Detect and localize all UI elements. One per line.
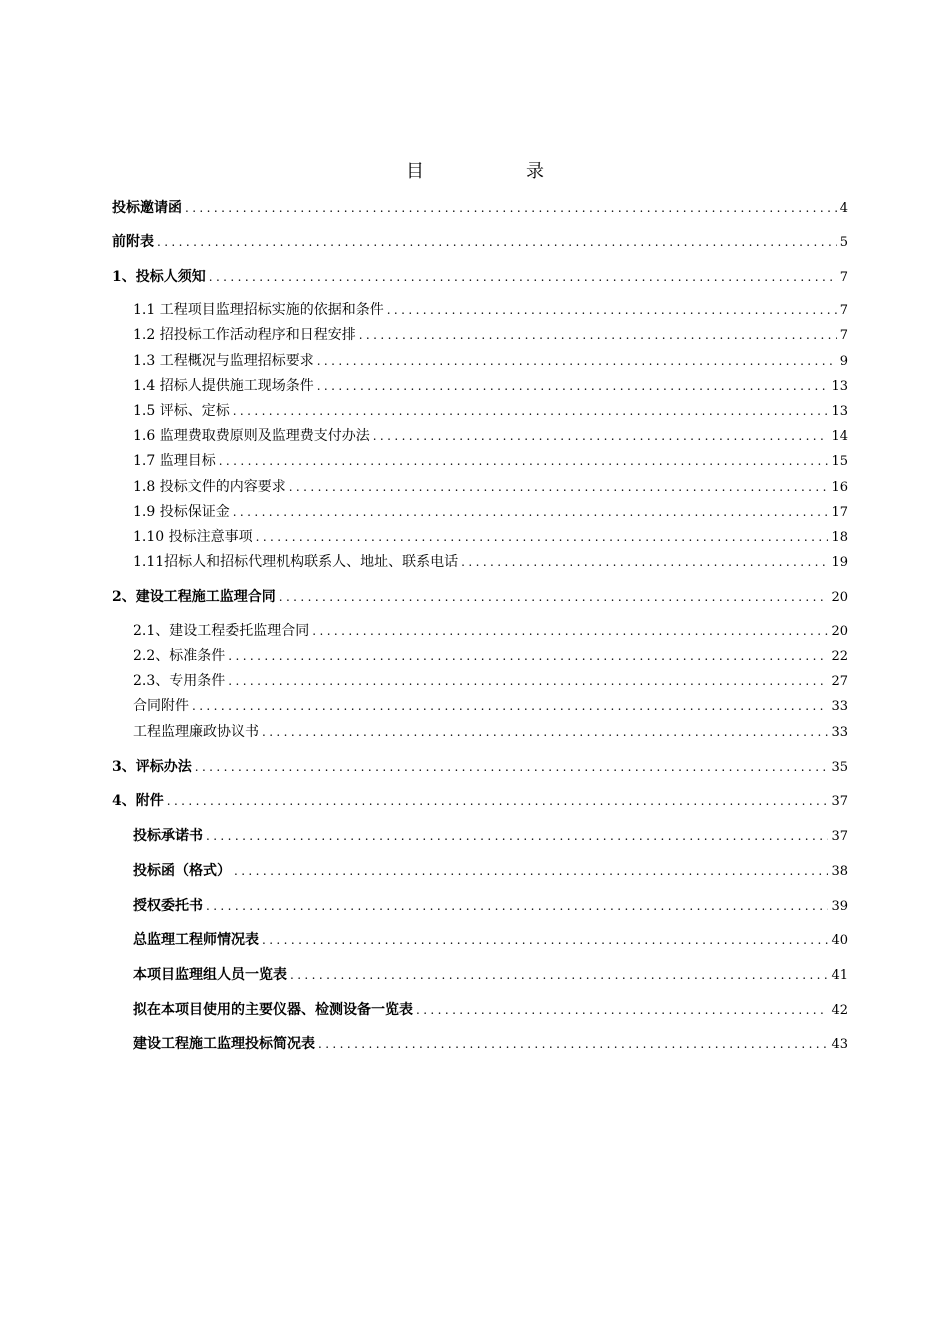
- toc-entry-page-number: 33: [831, 699, 848, 714]
- toc-entry[interactable]: [133, 670, 848, 692]
- toc-entry-label: 1.11招标人和招标代理机构联系人、地址、联系电话: [133, 554, 459, 570]
- toc-leader-dots: [195, 756, 829, 778]
- toc-entry-label: 1.9 投标保证金: [133, 504, 230, 520]
- toc-leader-dots: [234, 860, 828, 882]
- toc-entry[interactable]: [133, 400, 848, 422]
- toc-leader-dots: [416, 999, 828, 1021]
- toc-entry[interactable]: [133, 721, 848, 743]
- toc-leader-dots: [157, 231, 837, 253]
- toc-leader-dots: [262, 721, 828, 743]
- toc-entry-page-number: 39: [831, 899, 848, 914]
- toc-entry[interactable]: [133, 526, 848, 548]
- toc-title: 目 录: [406, 161, 586, 182]
- toc-leader-dots: [461, 551, 828, 573]
- toc-entry-page-number: 22: [831, 649, 848, 664]
- toc-entry-page-number: 40: [831, 933, 848, 948]
- toc-leader-dots: [228, 645, 828, 667]
- toc-entry-label: 1、投标人须知: [112, 269, 206, 285]
- toc-entry-label: 4、附件: [112, 793, 164, 809]
- toc-entry-label: 2.1、建设工程委托监理合同: [133, 623, 310, 639]
- toc-entry-label: 投标承诺书: [133, 828, 203, 844]
- toc-leader-dots: [317, 350, 837, 372]
- toc-entry-label: 1.4 招标人提供施工现场条件: [133, 378, 314, 394]
- toc-entry-page-number: 18: [831, 530, 848, 545]
- toc-entry-label: 1.3 工程概况与监理招标要求: [133, 353, 314, 369]
- toc-entry-page-number: 37: [831, 794, 848, 809]
- toc-entry[interactable]: [133, 895, 848, 917]
- toc-leader-dots: [387, 299, 837, 321]
- toc-entry-page-number: 13: [831, 379, 848, 394]
- toc-entry[interactable]: [112, 197, 848, 219]
- toc-entry-label: 本项目监理组人员一览表: [133, 967, 287, 983]
- toc-entry-page-number: 27: [831, 674, 848, 689]
- toc-entry-label: 1.7 监理目标: [133, 453, 216, 469]
- toc-leader-dots: [167, 790, 829, 812]
- toc-entry-label: 建设工程施工监理投标简况表: [133, 1036, 315, 1052]
- toc-entry-page-number: 42: [831, 1003, 848, 1018]
- toc-entry-label: 前附表: [112, 234, 154, 250]
- toc-entry-page-number: 13: [831, 404, 848, 419]
- toc-entry[interactable]: [133, 501, 848, 523]
- toc-entry-page-number: 4: [839, 201, 848, 216]
- toc-entry-page-number: 5: [839, 235, 848, 250]
- toc-entry[interactable]: [133, 964, 848, 986]
- toc-entry[interactable]: [133, 645, 848, 667]
- toc-entry[interactable]: [112, 231, 848, 253]
- toc-entry-page-number: 16: [831, 480, 848, 495]
- toc-entry-page-number: 20: [831, 590, 848, 605]
- toc-entry-page-number: 38: [831, 864, 848, 879]
- toc-leader-dots: [219, 450, 829, 472]
- toc-leader-dots: [312, 620, 828, 642]
- toc-leader-dots: [262, 929, 828, 951]
- toc-leader-dots: [233, 501, 829, 523]
- toc-entry-label: 拟在本项目使用的主要仪器、检测设备一览表: [133, 1002, 413, 1018]
- toc-leader-dots: [209, 266, 837, 288]
- toc-entry-page-number: 43: [831, 1037, 848, 1052]
- toc-entry-page-number: 14: [831, 429, 848, 444]
- toc-entry-page-number: 35: [831, 760, 848, 775]
- toc-entry-label: 1.8 投标文件的内容要求: [133, 479, 286, 495]
- toc-entry[interactable]: [133, 999, 848, 1021]
- toc-entry-label: 3、评标办法: [112, 759, 192, 775]
- toc-entry-page-number: 7: [839, 303, 848, 318]
- toc-leader-dots: [206, 825, 828, 847]
- toc-leader-dots: [318, 1033, 828, 1055]
- toc-entry-page-number: 33: [831, 725, 848, 740]
- toc-entry-label: 2.2、标准条件: [133, 648, 226, 664]
- toc-entry[interactable]: [133, 825, 848, 847]
- toc-leader-dots: [192, 695, 828, 717]
- toc-leader-dots: [206, 895, 828, 917]
- toc-entry[interactable]: [133, 695, 848, 717]
- toc-leader-dots: [279, 586, 829, 608]
- toc-entry-label: 2、建设工程施工监理合同: [112, 589, 276, 605]
- toc-entry[interactable]: [112, 756, 848, 778]
- toc-entry-page-number: 15: [831, 454, 848, 469]
- toc-entry[interactable]: [133, 1033, 848, 1055]
- toc-entry[interactable]: [133, 620, 848, 642]
- toc-entry-label: 投标函（格式）: [133, 863, 231, 879]
- toc-entry-label: 1.6 监理费取费原则及监理费支付办法: [133, 428, 370, 444]
- toc-leader-dots: [290, 964, 828, 986]
- toc-entry-page-number: 7: [839, 328, 848, 343]
- toc-entry[interactable]: [133, 450, 848, 472]
- toc-entry[interactable]: [133, 551, 848, 573]
- toc-entry-label: 1.10 投标注意事项: [133, 529, 253, 545]
- toc-entry-label: 1.5 评标、定标: [133, 403, 230, 419]
- toc-entry-page-number: 7: [839, 270, 848, 285]
- toc-entry-label: 1.2 招投标工作活动程序和日程安排: [133, 327, 356, 343]
- toc-entry[interactable]: [133, 929, 848, 951]
- toc-entry-page-number: 17: [831, 505, 848, 520]
- toc-entry[interactable]: [112, 266, 848, 288]
- toc-leader-dots: [256, 526, 829, 548]
- toc-entry[interactable]: [133, 324, 848, 346]
- toc-leader-dots: [185, 197, 837, 219]
- toc-entry-page-number: 37: [831, 829, 848, 844]
- toc-leader-dots: [373, 425, 829, 447]
- toc-entry[interactable]: [133, 860, 848, 882]
- toc-entry-label: 2.3、专用条件: [133, 673, 226, 689]
- toc-entry-label: 合同附件: [133, 698, 189, 714]
- toc-leader-dots: [359, 324, 837, 346]
- toc-entry-page-number: 19: [831, 555, 848, 570]
- toc-entry[interactable]: [112, 790, 848, 812]
- toc-leader-dots: [317, 375, 829, 397]
- toc-leader-dots: [289, 476, 829, 498]
- toc-entry[interactable]: [112, 586, 848, 608]
- toc-leader-dots: [233, 400, 829, 422]
- toc-entry-label: 投标邀请函: [112, 200, 182, 216]
- toc-entry-label: 授权委托书: [133, 898, 203, 914]
- toc-entry-page-number: 41: [831, 968, 848, 983]
- toc-entry-label: 总监理工程师情况表: [133, 932, 259, 948]
- toc-entry-page-number: 9: [839, 354, 848, 369]
- toc-leader-dots: [228, 670, 828, 692]
- toc-entry[interactable]: [133, 375, 848, 397]
- toc-entry-label: 1.1 工程项目监理招标实施的依据和条件: [133, 302, 384, 318]
- toc-entry[interactable]: [133, 350, 848, 372]
- toc-entry[interactable]: [133, 299, 848, 321]
- toc-entry-page-number: 20: [831, 624, 848, 639]
- toc-entry[interactable]: [133, 476, 848, 498]
- toc-entry-label: 工程监理廉政协议书: [133, 724, 259, 740]
- toc-entry[interactable]: [133, 425, 848, 447]
